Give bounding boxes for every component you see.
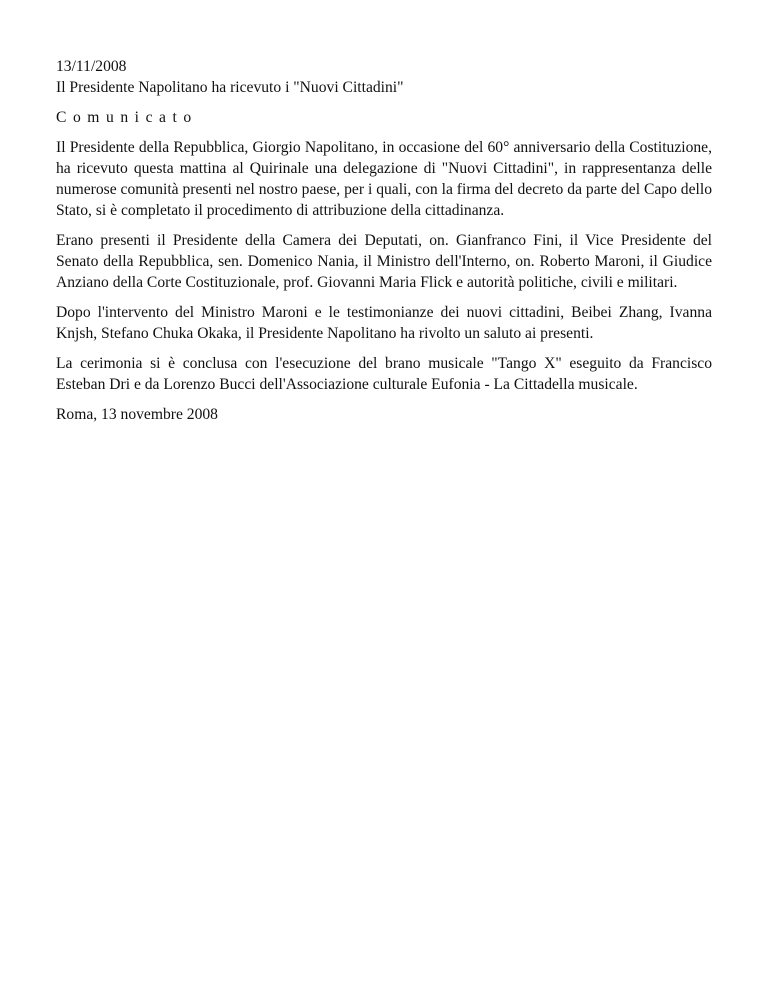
release-headline: Il Presidente Napolitano ha ricevuto i "Nuovi Cittadini" xyxy=(56,79,404,96)
paragraph-1: Il Presidente della Repubblica, Giorgio Napolitano, in occasione del 60° anniversario della Costituzione, ha ricevuto questa mattina al Quirinale una delegazione di "Nuovi Cittadini", in rappresentanza delle numerose comunità presenti nel nostro paese, per i quali, con la firma del decreto da parte del Capo dello Stato, si è completato il procedimento di attribuzione della cittadinanza. xyxy=(56,139,712,219)
paragraph-3: Dopo l'intervento del Ministro Maroni e le testimonianze dei nuovi cittadini, Beibei Zhang, Ivanna Knjsh, Stefano Chuka Okaka, il Presidente Napolitano ha rivolto un saluto ai presenti. xyxy=(56,304,712,342)
release-date: 13/11/2008 xyxy=(56,58,127,75)
section-label: Comunicato xyxy=(56,109,198,126)
press-release-page xyxy=(56,56,712,425)
paragraph-4: La cerimonia si è conclusa con l'esecuzione del brano musicale "Tango X" eseguito da Francisco Esteban Dri e da Lorenzo Bucci dell'Associazione culturale Eufonia - La Cittadella musicale. xyxy=(56,355,712,393)
closing-place-date: Roma, 13 novembre 2008 xyxy=(56,406,218,423)
paragraph-2: Erano presenti il Presidente della Camera dei Deputati, on. Gianfranco Fini, il Vice Presidente del Senato della Repubblica, sen. Domenico Nania, il Ministro dell'Interno, on. Roberto Maroni, il Giudice Anziano della Corte Costituzionale, prof. Giovanni Maria Flick e autorità politiche, civili e militari. xyxy=(56,232,712,291)
